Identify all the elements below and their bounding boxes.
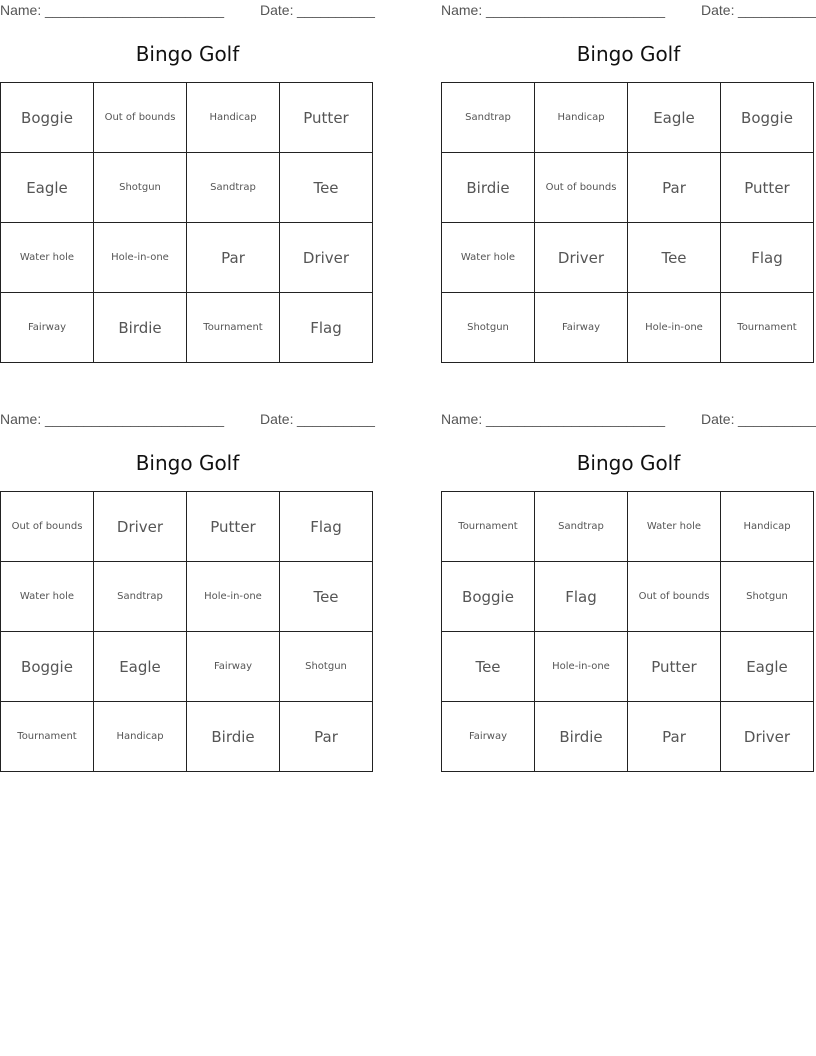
bingo-cell: Sandtrap	[187, 153, 280, 223]
bingo-row	[442, 83, 814, 153]
bingo-card-3	[0, 409, 375, 746]
bingo-cell: Eagle	[628, 83, 721, 153]
bingo-cell: Flag	[280, 293, 373, 363]
bingo-cell: Tee	[628, 223, 721, 293]
bingo-cell: Flag	[721, 223, 814, 293]
bingo-cell: Water hole	[1, 562, 94, 632]
bingo-cell: Handicap	[187, 83, 280, 153]
bingo-cell: Sandtrap	[535, 492, 628, 562]
bingo-cell: Birdie	[442, 153, 535, 223]
bingo-cell: Putter	[721, 153, 814, 223]
bingo-cell: Out of bounds	[94, 83, 187, 153]
bingo-cell: Handicap	[721, 492, 814, 562]
bingo-cell: Out of bounds	[535, 153, 628, 223]
bingo-cell: Water hole	[442, 223, 535, 293]
bingo-cell: Driver	[535, 223, 628, 293]
name-label: Name:	[441, 411, 483, 427]
bingo-cell: Tournament	[721, 293, 814, 363]
bingo-cell: Flag	[280, 492, 373, 562]
date-label: Date:	[260, 411, 294, 427]
bingo-cell: Fairway	[187, 632, 280, 702]
bingo-grid	[0, 491, 373, 772]
name-label: Name:	[441, 2, 483, 18]
bingo-row	[442, 223, 814, 293]
bingo-cell: Boggie	[721, 83, 814, 153]
bingo-cell: Fairway	[442, 702, 535, 772]
bingo-cell: Par	[187, 223, 280, 293]
bingo-cell: Shotgun	[721, 562, 814, 632]
bingo-row	[442, 492, 814, 562]
bingo-cell: Tournament	[187, 293, 280, 363]
name-field-line: _______________________	[45, 2, 225, 18]
bingo-grid	[441, 491, 814, 772]
date-label: Date:	[260, 2, 294, 18]
name-field-line: _______________________	[45, 411, 225, 427]
bingo-row	[1, 492, 373, 562]
bingo-cell: Handicap	[535, 83, 628, 153]
bingo-row	[442, 562, 814, 632]
card-header	[0, 409, 375, 431]
bingo-cell: Sandtrap	[94, 562, 187, 632]
bingo-card-2	[441, 0, 816, 333]
bingo-cell: Water hole	[628, 492, 721, 562]
bingo-row	[1, 153, 373, 223]
bingo-cell: Eagle	[721, 632, 814, 702]
bingo-cell: Flag	[535, 562, 628, 632]
bingo-cell: Boggie	[1, 632, 94, 702]
bingo-row	[442, 702, 814, 772]
bingo-cell: Driver	[94, 492, 187, 562]
name-field-line: _______________________	[486, 2, 666, 18]
card-title: Bingo Golf	[576, 42, 681, 66]
bingo-cell: Tee	[442, 632, 535, 702]
date-field-line: __________	[738, 411, 816, 427]
bingo-cell: Handicap	[94, 702, 187, 772]
bingo-cell: Boggie	[1, 83, 94, 153]
bingo-grid	[0, 82, 373, 363]
bingo-cell: Putter	[187, 492, 280, 562]
bingo-cell: Eagle	[94, 632, 187, 702]
bingo-cell: Out of bounds	[1, 492, 94, 562]
bingo-cell: Fairway	[1, 293, 94, 363]
bingo-cell: Sandtrap	[442, 83, 535, 153]
bingo-cell: Par	[280, 702, 373, 772]
bingo-grid	[441, 82, 814, 363]
bingo-cell: Hole-in-one	[94, 223, 187, 293]
bingo-cell: Hole-in-one	[187, 562, 280, 632]
card-header	[441, 0, 816, 22]
bingo-row	[1, 223, 373, 293]
card-title: Bingo Golf	[135, 451, 240, 475]
bingo-row	[1, 293, 373, 363]
date-field-line: __________	[297, 411, 375, 427]
bingo-cell: Water hole	[1, 223, 94, 293]
bingo-row	[442, 153, 814, 223]
bingo-cell: Driver	[721, 702, 814, 772]
bingo-cell: Par	[628, 153, 721, 223]
date-field-line: __________	[738, 2, 816, 18]
bingo-row	[1, 702, 373, 772]
card-title: Bingo Golf	[576, 451, 681, 475]
bingo-row	[442, 632, 814, 702]
bingo-cell: Hole-in-one	[535, 632, 628, 702]
bingo-cell: Putter	[280, 83, 373, 153]
date-field-line: __________	[297, 2, 375, 18]
bingo-cell: Out of bounds	[628, 562, 721, 632]
date-label: Date:	[701, 2, 735, 18]
date-label: Date:	[701, 411, 735, 427]
bingo-cell: Birdie	[94, 293, 187, 363]
bingo-cell: Tee	[280, 562, 373, 632]
bingo-cell: Eagle	[1, 153, 94, 223]
card-title: Bingo Golf	[135, 42, 240, 66]
bingo-cell: Par	[628, 702, 721, 772]
card-header	[0, 0, 375, 22]
bingo-card-1	[0, 0, 375, 337]
bingo-row	[1, 632, 373, 702]
bingo-cell: Driver	[280, 223, 373, 293]
name-label: Name:	[0, 411, 42, 427]
name-field-line: _______________________	[486, 411, 666, 427]
bingo-cell: Tournament	[442, 492, 535, 562]
bingo-cell: Birdie	[187, 702, 280, 772]
bingo-row	[1, 83, 373, 153]
bingo-cell: Shotgun	[94, 153, 187, 223]
bingo-cell: Fairway	[535, 293, 628, 363]
bingo-row	[1, 562, 373, 632]
bingo-cell: Tournament	[1, 702, 94, 772]
bingo-cell: Tee	[280, 153, 373, 223]
card-header	[441, 409, 816, 431]
bingo-cell: Shotgun	[442, 293, 535, 363]
bingo-cell: Boggie	[442, 562, 535, 632]
bingo-cell: Putter	[628, 632, 721, 702]
bingo-card-4	[441, 409, 816, 746]
bingo-cell: Shotgun	[280, 632, 373, 702]
bingo-row	[442, 293, 814, 363]
bingo-cell: Birdie	[535, 702, 628, 772]
bingo-cell: Hole-in-one	[628, 293, 721, 363]
name-label: Name:	[0, 2, 42, 18]
